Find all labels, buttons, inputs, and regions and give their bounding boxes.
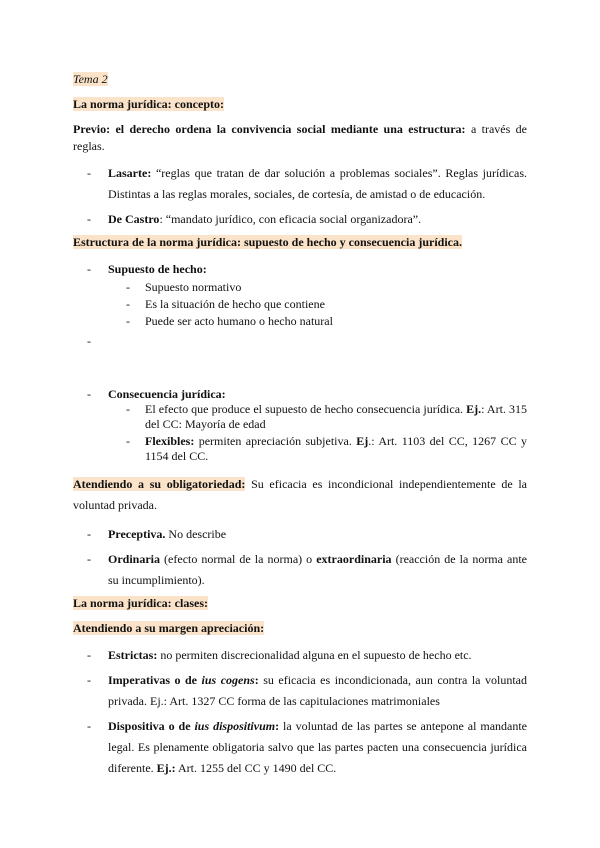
clases-list xyxy=(73,645,527,779)
list-item-supuesto: - Supuesto de hecho: - Supuesto normativo - Es la situación de hecho que contiene - Puede ser acto humano o hecho natural xyxy=(73,261,527,329)
list-item-imperativas: - Imperativas o de ius cogens: su eficacia es incondicionada, aun contra la voluntad privada. Ej.: Art. 1327 CC forma de las capitulaciones matrimoniales xyxy=(73,670,527,712)
sub-item: - Supuesto normativo xyxy=(108,280,527,295)
heading-estructura: Estructura de la norma jurídica: supuesto de hecho y consecuencia jurídica. xyxy=(73,235,462,250)
list-item-de-castro: - De Castro: “mandato jurídico, con eficacia social organizadora”. xyxy=(73,209,527,230)
topic-title: Tema 2 xyxy=(73,72,108,86)
supuesto-sublist xyxy=(108,280,527,329)
spacer xyxy=(73,331,527,383)
list-item-consecuencia: - Consecuencia jurídica: - El efecto que produce el supuesto de hecho consecuencia jurídica. Ej.: Art. 315 del CC: Mayoría de edad - Flexibles: permiten apreciación subjetiva. Ej.: Art. 1103 del CC, 1267 CC y 1154 del CC. xyxy=(73,387,527,464)
sub-item-efecto: - El efecto que produce el supuesto de hecho consecuencia jurídica. Ej.: Art. 315 del CC: Mayoría de edad xyxy=(108,402,527,432)
paragraph-obligatoriedad: Atendiendo a su obligatoriedad: Su eficacia es incondicional independientemente de la voluntad privada. xyxy=(73,477,527,513)
list-item-lasarte: - Lasarte: “reglas que tratan de dar solución a problemas sociales”. Reglas jurídicas. Distintas a las reglas morales, sociales, de cortesía, de amistad o de educación. xyxy=(73,163,527,205)
list-item-preceptiva: - Preceptiva. No describe xyxy=(73,524,527,545)
sub-item-flexibles: - Flexibles: permiten apreciación subjetiva. Ej.: Art. 1103 del CC, 1267 CC y 1154 del CC. xyxy=(108,434,527,464)
document-body xyxy=(73,71,527,783)
structure-list xyxy=(73,261,527,464)
list-item-ordinaria: - Ordinaria (efecto normal de la norma) o extraordinaria (reacción de la norma ante su incumplimiento). xyxy=(73,549,527,591)
list-item-dispositiva: - Dispositiva o de ius dispositivum: la voluntad de las partes se antepone al mandante legal. Es plenamente obligatoria salvo que las partes pacten una consecuencia jurídica diferente. Ej.: Art. 1255 del CC y 1490 del CC. xyxy=(73,716,527,779)
paragraph-previo: Previo: el derecho ordena la convivencia social mediante una estructura: a través de reglas. xyxy=(73,122,527,154)
obligatoriedad-list xyxy=(73,524,527,591)
consecuencia-sublist xyxy=(108,402,527,464)
heading-margen: Atendiendo a su margen apreciación: xyxy=(73,621,265,636)
list-item-estrictas: - Estrictas: no permiten discrecionalidad alguna en el supuesto de hecho etc. xyxy=(73,645,527,666)
sub-item: - Puede ser acto humano o hecho natural xyxy=(108,314,527,329)
heading-clases: La norma jurídica: clases: xyxy=(73,596,208,611)
sub-item: - Es la situación de hecho que contiene xyxy=(108,297,527,312)
heading-concepto: La norma jurídica: concepto: xyxy=(73,97,224,112)
definitions-list xyxy=(73,163,527,230)
